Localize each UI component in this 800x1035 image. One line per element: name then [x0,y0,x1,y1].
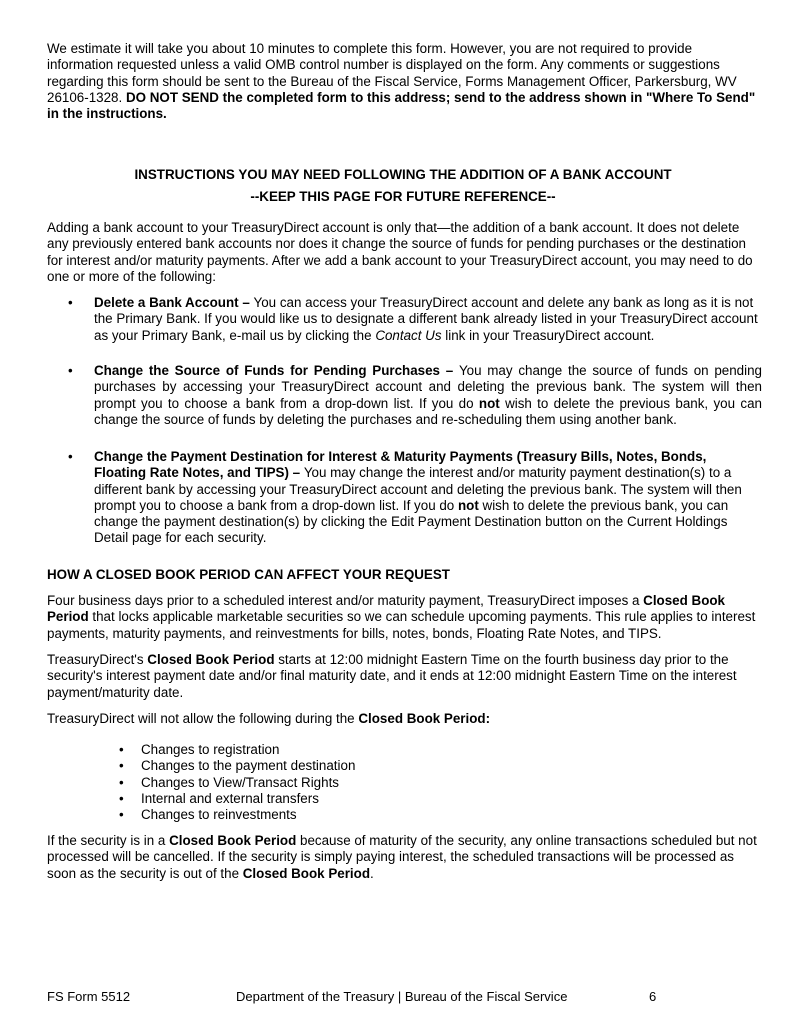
bold-text: Closed Book Period: [358,711,491,726]
footer-page-number: 6 [649,989,657,1004]
bank-account-paragraph [47,220,759,285]
closed-book-paragraph-1 [47,593,759,642]
text: link in your TreasuryDirect account. [441,327,655,343]
bullet-text [94,449,742,545]
bold-text: not [457,497,479,513]
text: starts at 12:00 midnight Eastern Time on the fourth business day prior to the security's interest payment date and/or final maturity date, and it ends at 12:00 midnight Eastern Time on the interest payment/maturity date. [47,652,737,700]
text: wish to delete the previous bank, you can change the payment destination(s) by clicking the Edit Payment Destination button on the Current Holdings Detail page for each security. [94,497,729,546]
restriction-item [119,758,356,774]
text: . [370,865,374,881]
text: We estimate it will take you about 10 minutes to complete this form. However, you are not required to provide information requested unless a valid OMB control number is displayed on the form. Any comments or suggestions regarding this form should be sent to the Bureau of the Fiscal Service, Forms Management Officer, Parkersburg, WV 26106-1328. [47,41,737,105]
restriction-item [119,774,339,791]
restriction-text: Changes to the payment destination [141,758,356,774]
restriction-text: Internal and external transfers [141,790,319,806]
bold-text: Change the Payment Destination for Interest & Maturity Payments (Treasury Bills, Notes, Bonds, Floating Rate Notes, and TIPS) – [94,449,707,481]
intro-paragraph [47,41,759,122]
restriction-text: Changes to registration [141,742,280,757]
bold-text: Delete a Bank Account – [94,295,254,310]
bullet-icon: • [119,790,124,806]
restriction-item [119,790,319,807]
text: You may change the source of funds on pending purchases by accessing your TreasuryDirect account and deleting the previous bank. The system will then prompt you to choose a bank from a drop-down list. If you do [94,363,762,411]
text: Adding a bank account to your TreasuryDirect account is only that—the addition of a bank account. It does not delete any previously entered bank accounts nor does it change the source of funds for pending purchases or the destination for interest and/or maturity payments. After we add a bank account to your TreasuryDirect account, you may need to do one or more of the following: [47,220,753,284]
closed-book-heading: HOW A CLOSED BOOK PERIOD CAN AFFECT YOUR REQUEST [47,567,450,582]
text: because of maturity of the security, any online transactions scheduled but not processed will be cancelled. If the security is simply paying interest, the scheduled transactions will be processed as soon as the security is out of the [47,833,757,881]
bullet-icon: • [119,807,124,823]
bold-text: Change the Source of Funds for Pending Purchases – [94,363,459,378]
bold-text: Closed Book Period [47,593,725,625]
bullet-icon: • [119,758,124,774]
text: TreasuryDirect's [47,652,148,667]
bullet-icon: • [68,295,73,310]
keep-page-heading: --KEEP THIS PAGE FOR FUTURE REFERENCE-- [250,189,556,204]
closed-book-paragraph-3 [47,711,759,727]
link-text: Contact Us [375,327,442,343]
bold-text: not [478,395,500,411]
footer-department: Department of the Treasury | Bureau of the Fiscal Service [236,989,568,1004]
restriction-text: Changes to reinvestments [141,807,297,823]
text: You may change the interest and/or maturity payment destination(s) to a different bank by accessing your TreasuryDirect account and deleting the previous bank. The system will then prompt you to choose a bank from a drop-down list. If you do [94,465,742,513]
closed-book-paragraph-2 [47,652,759,701]
closed-book-paragraph-4 [47,833,759,882]
bold-text: DO NOT SEND the completed form to this address; send to the address shown in "Where To Send" in the instructions. [47,89,756,122]
bullet-icon: • [68,449,73,464]
instructions-heading: INSTRUCTIONS YOU MAY NEED FOLLOWING THE ADDITION OF A BANK ACCOUNT [134,167,672,182]
text: Four business days prior to a scheduled interest and/or maturity payment, TreasuryDirect imposes a [47,593,644,608]
bullet-change-destination [68,449,762,547]
restriction-item [119,807,297,823]
bullet-change-source [68,363,762,428]
bullet-icon: • [119,774,124,790]
text: wish to delete the previous bank, you can change the source of funds by deleting the purchases and re-scheduling them using another bank. [94,395,762,427]
restriction-text: Changes to View/Transact Rights [141,774,339,790]
bold-text: Closed Book Period [169,833,297,848]
bullet-text [94,363,762,427]
restriction-item [119,742,280,758]
text: TreasuryDirect will not allow the following during the [47,711,359,726]
bullet-delete-bank [68,295,762,344]
text: If the security is in a [47,833,170,848]
text: that locks applicable marketable securities so we can schedule upcoming payments. This rule applies to interest payments, maturity payments, and reinvestments for bills, notes, bonds, Floating Rate Notes, and TIPS. [47,609,756,641]
text: You can access your TreasuryDirect account and delete any bank as long as it is not the Primary Bank. If you would like us to designate a different bank already listed in your TreasuryDirect account as your Primary Bank, e-mail us by clicking the [94,295,758,343]
bold-text: Closed Book Period [147,652,275,667]
bold-text: Closed Book Period [242,865,370,881]
bullet-icon: • [119,742,124,757]
bullet-text [94,295,758,343]
bullet-icon: • [68,363,73,378]
footer-form-number: FS Form 5512 [47,989,131,1004]
